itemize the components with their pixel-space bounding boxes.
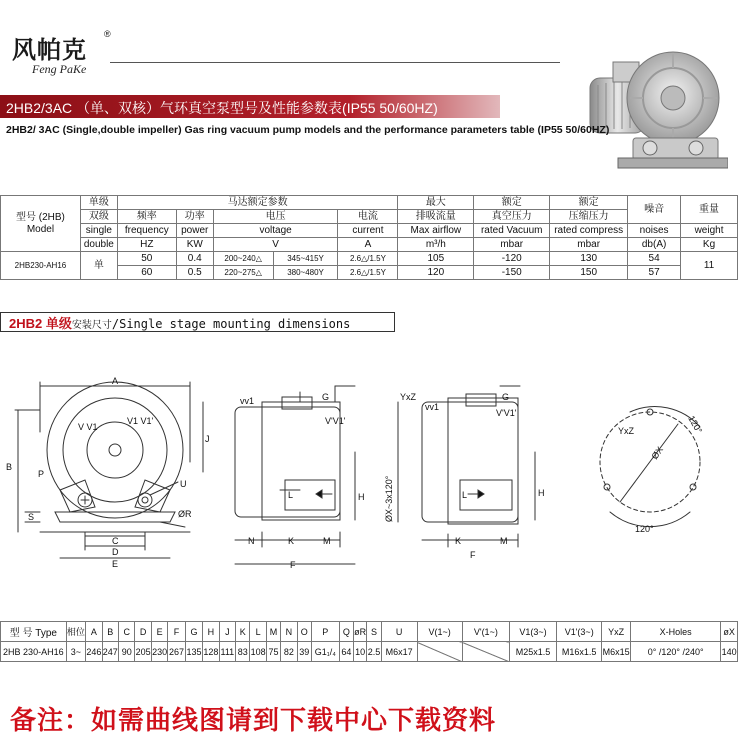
hole-pattern-labels: [618, 414, 704, 534]
label-A: A: [112, 376, 119, 386]
header-freq-cn: 频率: [117, 210, 176, 224]
unit-power: KW: [176, 238, 213, 252]
header-noise-cn: 噪音: [628, 196, 681, 224]
dims-data-cell: 2HB 230-AH16: [1, 642, 67, 662]
dims-data-cell: 205: [135, 642, 151, 662]
vac-60: -150: [474, 266, 550, 280]
unit-freq: HZ: [117, 238, 176, 252]
label-R: ØR: [178, 509, 192, 519]
label-L: L: [288, 490, 294, 500]
header-voltage-en: voltage: [213, 224, 338, 238]
header-power-en: power: [176, 224, 213, 238]
header-voltage-cn: 电压: [213, 210, 338, 224]
freq-50: 50: [117, 252, 176, 266]
dims-header-cell: M: [266, 622, 280, 642]
stage-cell: 单: [80, 252, 117, 280]
section-header: [0, 312, 395, 332]
dims-header-cell: A: [86, 622, 102, 642]
dims-header-cell: G: [185, 622, 202, 642]
unit-voltage: V: [213, 238, 338, 252]
dims-data-row: [1, 642, 738, 662]
dims-header-cell: O: [297, 622, 311, 642]
dims-header-cell: J: [219, 622, 235, 642]
dims-data-cell: 140: [721, 642, 738, 662]
label-U: U: [180, 479, 187, 489]
dims-data-cell: 10: [354, 642, 367, 662]
dims-data-cell: 83: [236, 642, 250, 662]
label-V1-V1p: V1 V1': [127, 416, 154, 426]
label-H: H: [358, 492, 365, 502]
header-model: 型号 (2HB) Model: [1, 196, 81, 252]
dims-header-cell: H: [203, 622, 219, 642]
dims-data-cell: M6x17: [381, 642, 417, 662]
power-60: 0.5: [176, 266, 213, 280]
vac-50: -120: [474, 252, 550, 266]
label-vpv1p: V'V1': [325, 416, 346, 426]
header-vac-2: 真空压力: [474, 210, 550, 224]
dims-header-cell: 型 号 Type: [1, 622, 67, 642]
section-red: 单级: [45, 316, 72, 331]
header-current-cn: 电流: [338, 210, 398, 224]
section-en: /Single stage mounting dimensions: [111, 317, 351, 331]
dims-data-cell: 75: [266, 642, 280, 662]
dims-header-cell: YxZ: [602, 622, 631, 642]
model-cell: 2HB230-AH16: [1, 252, 81, 280]
header-single-cn: 单级: [80, 196, 117, 210]
label-P: P: [38, 469, 45, 479]
performance-table: [0, 195, 738, 280]
dims-data-cell: 247: [102, 642, 118, 662]
unit-weight: Kg: [681, 238, 738, 252]
dimensions-table: [0, 621, 738, 662]
section-prefix: 2HB2: [9, 316, 46, 331]
dims-header-cell: P: [311, 622, 339, 642]
header-vac-1: 额定: [474, 196, 550, 210]
dims-data-cell: 39: [297, 642, 311, 662]
comp-50: 130: [550, 252, 628, 266]
dims-data-cell: 64: [339, 642, 353, 662]
voltage-delta-60: 220~275△: [213, 266, 273, 280]
label-G-b: G: [502, 392, 510, 402]
header-vac-3: rated Vacuum: [474, 224, 550, 238]
header-freq-en: frequency: [117, 224, 176, 238]
label-M: M: [323, 536, 331, 546]
unit-flow: m³/h: [398, 238, 474, 252]
label-F-b: F: [470, 550, 476, 560]
current-60: 2.6△/1.5Y: [338, 266, 398, 280]
label-120-bottom: 120°: [635, 524, 654, 534]
dims-data-cell: 0° /120° /240°: [631, 642, 721, 662]
dims-header-cell: C: [119, 622, 135, 642]
voltage-y-60: 380~480Y: [273, 266, 338, 280]
label-K-b: K: [455, 536, 462, 546]
label-N: N: [248, 536, 255, 546]
dims-data-cell: [417, 642, 462, 662]
label-V-V1: V V1: [78, 422, 98, 432]
header-flow-2: 排吸流量: [398, 210, 474, 224]
dims-header-cell: N: [281, 622, 297, 642]
dims-data-cell: 90: [119, 642, 135, 662]
label-120-top: 120°: [686, 414, 705, 436]
header-motor: 马达额定参数: [117, 196, 398, 210]
label-vv1: vv1: [240, 396, 255, 406]
dims-header-cell: V'(1~): [462, 622, 509, 642]
dims-header-cell: D: [135, 622, 151, 642]
noise-50: 54: [628, 252, 681, 266]
hole-pattern-view: [600, 407, 700, 527]
dims-header-cell: øR: [354, 622, 367, 642]
power-50: 0.4: [176, 252, 213, 266]
voltage-delta-50: 200~240△: [213, 252, 273, 266]
dims-header-cell: 相位: [66, 622, 86, 642]
header-double-en: double: [80, 238, 117, 252]
label-vv1-b: vv1: [425, 402, 440, 412]
mounting-drawing: [0, 372, 738, 572]
header-comp-3: rated compress: [550, 224, 628, 238]
label-L-b: L: [462, 490, 468, 500]
section-cn: 安装尺寸: [71, 320, 112, 331]
dims-header-cell: V(1~): [417, 622, 462, 642]
dims-header-cell: X-Holes: [631, 622, 721, 642]
dims-header-cell: S: [367, 622, 381, 642]
dims-data-cell: 230: [151, 642, 167, 662]
dims-header-cell: V1(3~): [509, 622, 556, 642]
dims-data-cell: G1₁/₄: [311, 642, 339, 662]
dims-header-cell: K: [236, 622, 250, 642]
unit-comp: mbar: [550, 238, 628, 252]
dims-data-cell: 111: [219, 642, 235, 662]
label-H-b: H: [538, 488, 545, 498]
unit-vac: mbar: [474, 238, 550, 252]
dims-header-cell: Q: [339, 622, 353, 642]
logo-chinese: 风帕克: [12, 35, 87, 64]
label-S: S: [28, 512, 35, 522]
dims-header-cell: B: [102, 622, 118, 642]
header-weight-cn: 重量: [681, 196, 738, 224]
title-english: 2HB2/ 3AC (Single,double impeller) Gas ring vacuum pump models and the performance parameters table (IP55 50/60HZ): [6, 124, 610, 136]
header-comp-1: 额定: [550, 196, 628, 210]
dims-data-cell: 128: [203, 642, 219, 662]
unit-noise: db(A): [628, 238, 681, 252]
dims-data-cell: M6x15: [602, 642, 631, 662]
download-note: 备注：如需曲线图请到下载中心下载资料: [10, 706, 497, 736]
label-YxZ: YxZ: [400, 392, 417, 402]
logo-english: Feng PaKe: [32, 62, 87, 76]
header-noise-en: noises: [628, 224, 681, 238]
label-K: K: [288, 536, 295, 546]
flange-view-labels: [384, 392, 545, 560]
header-single-en: single: [80, 224, 117, 238]
flow-60: 120: [398, 266, 474, 280]
label-M-b: M: [500, 536, 508, 546]
comp-60: 150: [550, 266, 628, 280]
header-flow-1: 最大: [398, 196, 474, 210]
label-D: D: [112, 547, 119, 557]
header-current-en: current: [338, 224, 398, 238]
current-50: 2.6△/1.5Y: [338, 252, 398, 266]
dims-header-cell: øX: [721, 622, 738, 642]
dims-header-cell: F: [168, 622, 185, 642]
side-view-labels: [240, 392, 365, 570]
label-vpv1p-b: V'V1': [496, 408, 517, 418]
dims-header-cell: V1'(3~): [557, 622, 602, 642]
dims-data-cell: 267: [168, 642, 185, 662]
label-F: F: [290, 560, 296, 570]
header-double-cn: 双级: [80, 210, 117, 224]
dims-header-cell: U: [381, 622, 417, 642]
unit-current: A: [338, 238, 398, 252]
header-weight-en: weight: [681, 224, 738, 238]
dims-data-cell: 3~: [66, 642, 86, 662]
label-G: G: [322, 392, 330, 402]
dims-data-cell: 246: [86, 642, 102, 662]
label-YxZ-b: YxZ: [618, 426, 635, 436]
dims-data-cell: 108: [250, 642, 266, 662]
label-phiX-holes: ØX~3x120°: [384, 475, 394, 522]
registered-mark: ®: [104, 29, 111, 39]
dims-header-cell: L: [250, 622, 266, 642]
dims-data-cell: M25x1.5: [509, 642, 556, 662]
header-rule: [110, 62, 560, 63]
freq-60: 60: [117, 266, 176, 280]
dims-data-cell: 135: [185, 642, 202, 662]
header-flow-3: Max airflow: [398, 224, 474, 238]
dims-header-cell: E: [151, 622, 167, 642]
dims-data-cell: 2.5: [367, 642, 381, 662]
label-B: B: [6, 462, 13, 472]
weight-cell: 11: [681, 252, 738, 280]
noise-60: 57: [628, 266, 681, 280]
label-E: E: [112, 559, 119, 569]
dims-data-cell: M16x1.5: [557, 642, 602, 662]
label-phiX: ØX: [649, 444, 666, 462]
dims-data-cell: 82: [281, 642, 297, 662]
header-power-cn: 功率: [176, 210, 213, 224]
label-J: J: [205, 434, 210, 444]
title-chinese: 2HB2/3AC （单、双核）气环真空泵型号及性能参数表(IP55 50/60HZ): [6, 100, 438, 116]
flow-50: 105: [398, 252, 474, 266]
header-comp-2: 压缩压力: [550, 210, 628, 224]
pump-photo: [578, 40, 728, 175]
voltage-y-50: 345~415Y: [273, 252, 338, 266]
label-C: C: [112, 536, 119, 546]
dims-data-cell: [462, 642, 509, 662]
dims-header-row: [1, 622, 738, 642]
